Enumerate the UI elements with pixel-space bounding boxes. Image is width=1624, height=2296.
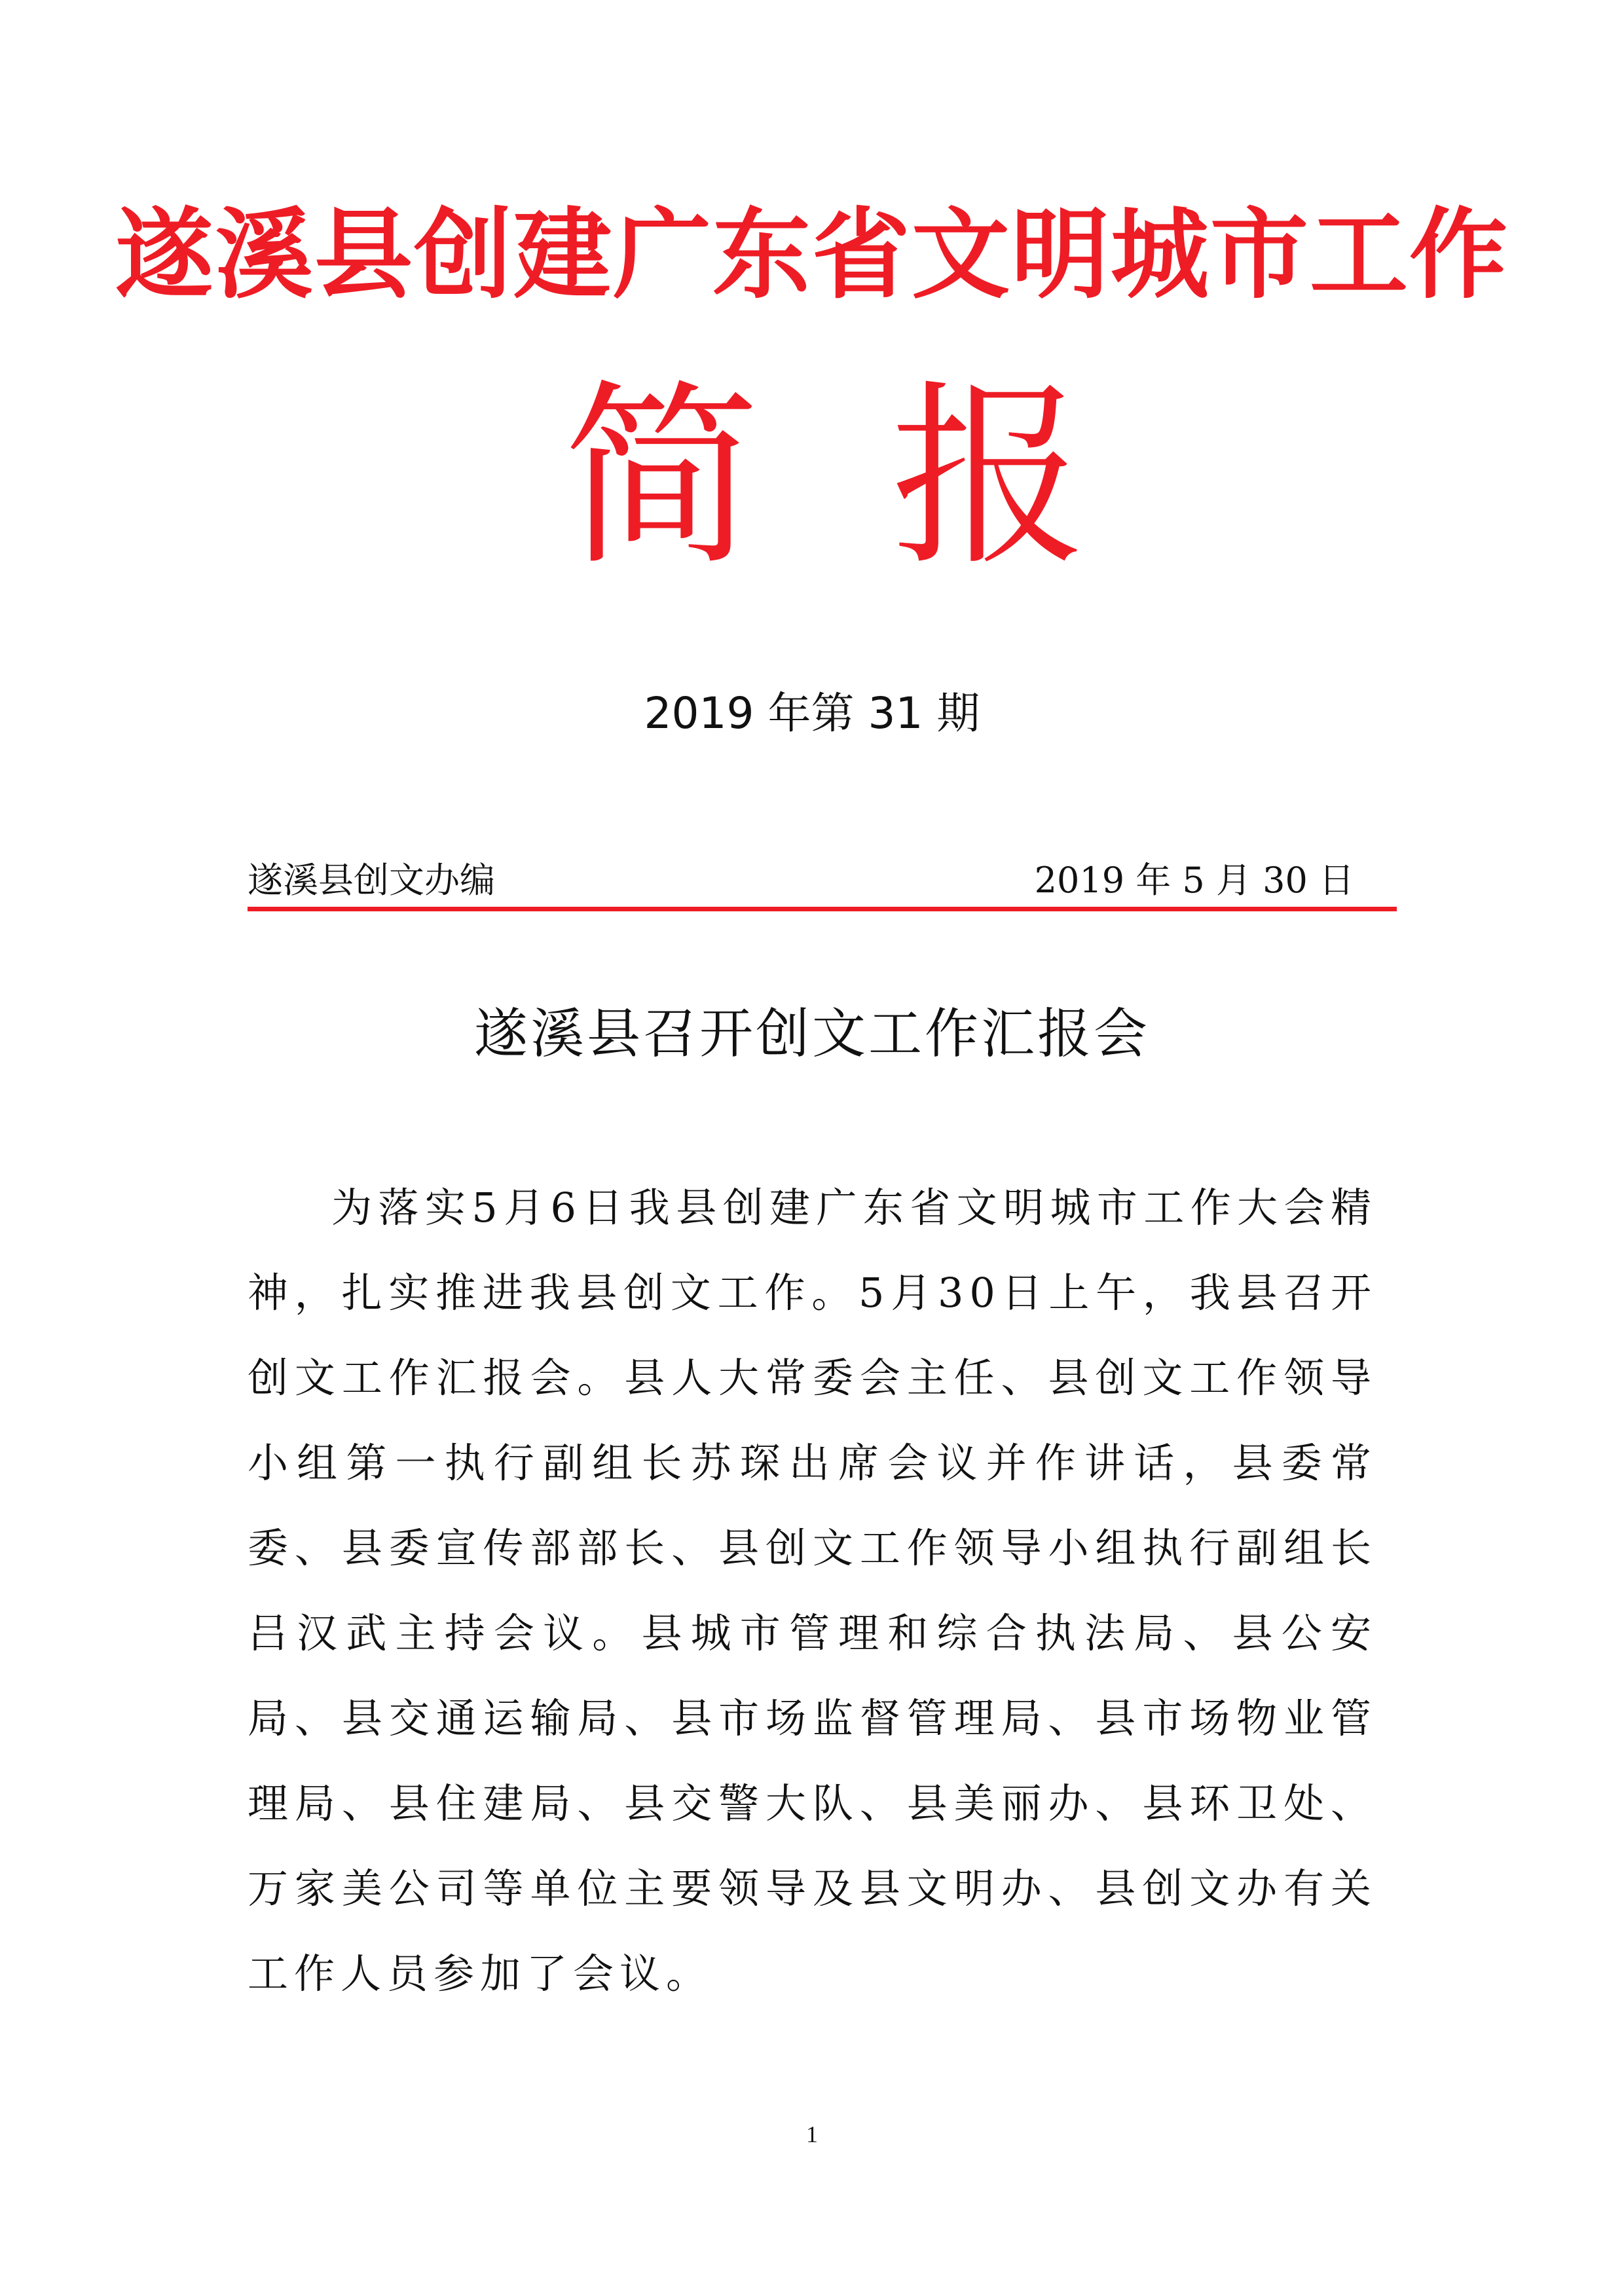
masthead-title: 遂溪县创建广东省文明城市工作 [115, 198, 1509, 312]
article-body-paragraph: 为落实5月6日我县创建广东省文明城市工作大会精神，扎实推进我县创文工作。5月30日上午，我县召开创文工作汇报会。县人大常委会主任、县创文工作领导小组第一执行副组长苏琛出席会议并作讲话，县委常委、县委宣传部部长、县创文工作领导小组执行副组长吕汉武主持会议。县城市管理和综合执法局、县公安局、县交通运输局、县市场监督管理局、县市场物业管理局、县住建局、县交警大队、县美丽办、县环卫处、万家美公司等单位主要领导及县文明办、县创文办有关工作人员参加了会议。 [248, 1184, 1377, 1997]
issue-number: 2019 年第 31 期 [644, 688, 980, 738]
masthead-char-jian: 简 [563, 363, 760, 592]
red-divider-line [248, 907, 1397, 911]
editor-label: 遂溪县创文办编 [248, 860, 495, 901]
article-title: 遂溪县召开创文工作汇报会 [473, 1003, 1150, 1065]
masthead-char-bao: 报 [891, 363, 1087, 592]
masthead-bulletin-heading [0, 363, 1624, 602]
publication-meta-row [248, 851, 1397, 910]
page-number: 1 [806, 2121, 818, 2147]
publication-date: 2019 年 5 月 30 日 [1034, 860, 1354, 901]
